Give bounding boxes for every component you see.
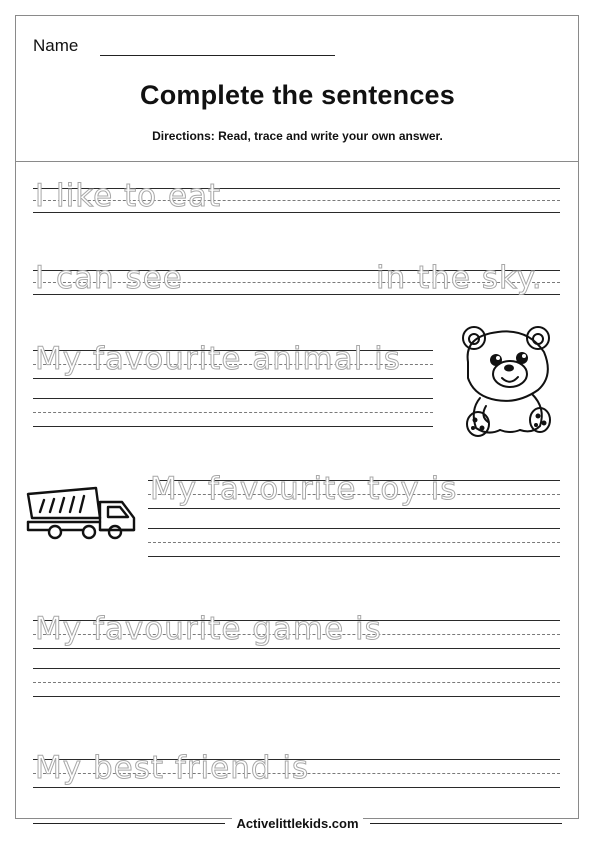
trace-text: My favourite toy is	[150, 471, 458, 507]
sentence-row-2[interactable]	[33, 260, 560, 296]
sentence-row-4[interactable]	[148, 471, 560, 556]
sentence-row-6[interactable]	[33, 750, 560, 787]
name-input-line[interactable]	[100, 55, 335, 56]
footer-website	[0, 816, 595, 831]
trace-text: I can see	[35, 260, 183, 296]
footer-website-label: Activelittlekids.com	[232, 816, 362, 831]
trace-text: I like to eat	[35, 178, 222, 214]
trace-text: My best friend is	[35, 750, 310, 786]
sentence-row-1[interactable]	[33, 178, 560, 214]
header-divider	[15, 161, 579, 162]
dump-truck-icon	[26, 484, 138, 544]
directions-text: Directions: Read, trace and write your own answer.	[152, 129, 443, 143]
sentence-row-3[interactable]	[33, 341, 433, 426]
trace-text: My favourite animal is	[35, 341, 401, 377]
bear-icon	[458, 322, 556, 440]
trace-text: My favourite game is	[35, 611, 382, 647]
name-label: Name	[33, 36, 79, 55]
trace-text: in the sky.	[376, 260, 543, 296]
page-title: Complete the sentences	[140, 80, 455, 110]
sentence-row-5[interactable]	[33, 611, 560, 696]
